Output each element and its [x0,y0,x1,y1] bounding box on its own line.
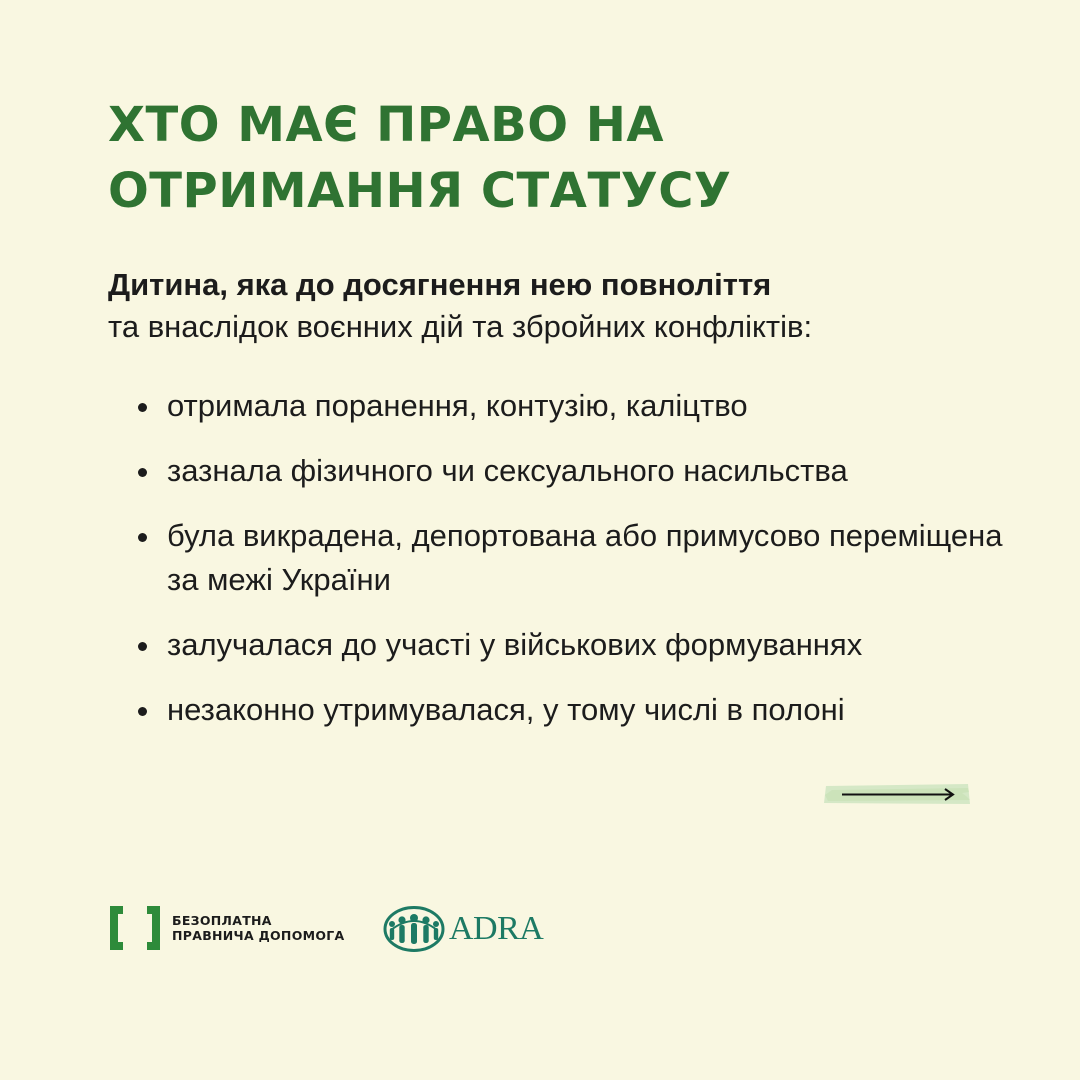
intro-strong: Дитина, яка до досягнення нею повноліття [108,267,772,302]
bpd-logo-text [172,913,345,943]
criteria-list [130,384,1030,753]
bpd-line1: БЕЗОПЛАТНА [172,913,272,928]
intro-rest: та внаслідок воєнних дій та збройних конфліктів: [108,309,813,344]
list-item: отримала поранення, контузію, каліцтво [130,384,1030,428]
next-slide-button[interactable] [822,782,972,806]
list-item: незаконно утримувалася, у тому числі в полоні [130,688,1030,732]
bracket-right-icon [116,905,162,951]
bpd-logo [108,905,348,953]
list-item: зазнала фізичного чи сексуального насильства [130,449,1030,493]
list-item: залучалася до участі у військових формуваннях [130,623,1030,667]
adra-logo [383,906,563,952]
intro-text [108,264,1008,348]
page-title: ХТО МАЄ ПРАВО НА ОТРИМАННЯ СТАТУСУ [108,97,732,219]
bpd-line2: ПРАВНИЧА ДОПОМОГА [172,928,345,943]
arrow-right-icon [822,782,972,806]
list-item: була викрадена, депортована або примусово переміщена за межі України [130,514,1030,602]
adra-wordmark: ADRA [449,910,544,947]
adra-people-icon [383,906,445,952]
